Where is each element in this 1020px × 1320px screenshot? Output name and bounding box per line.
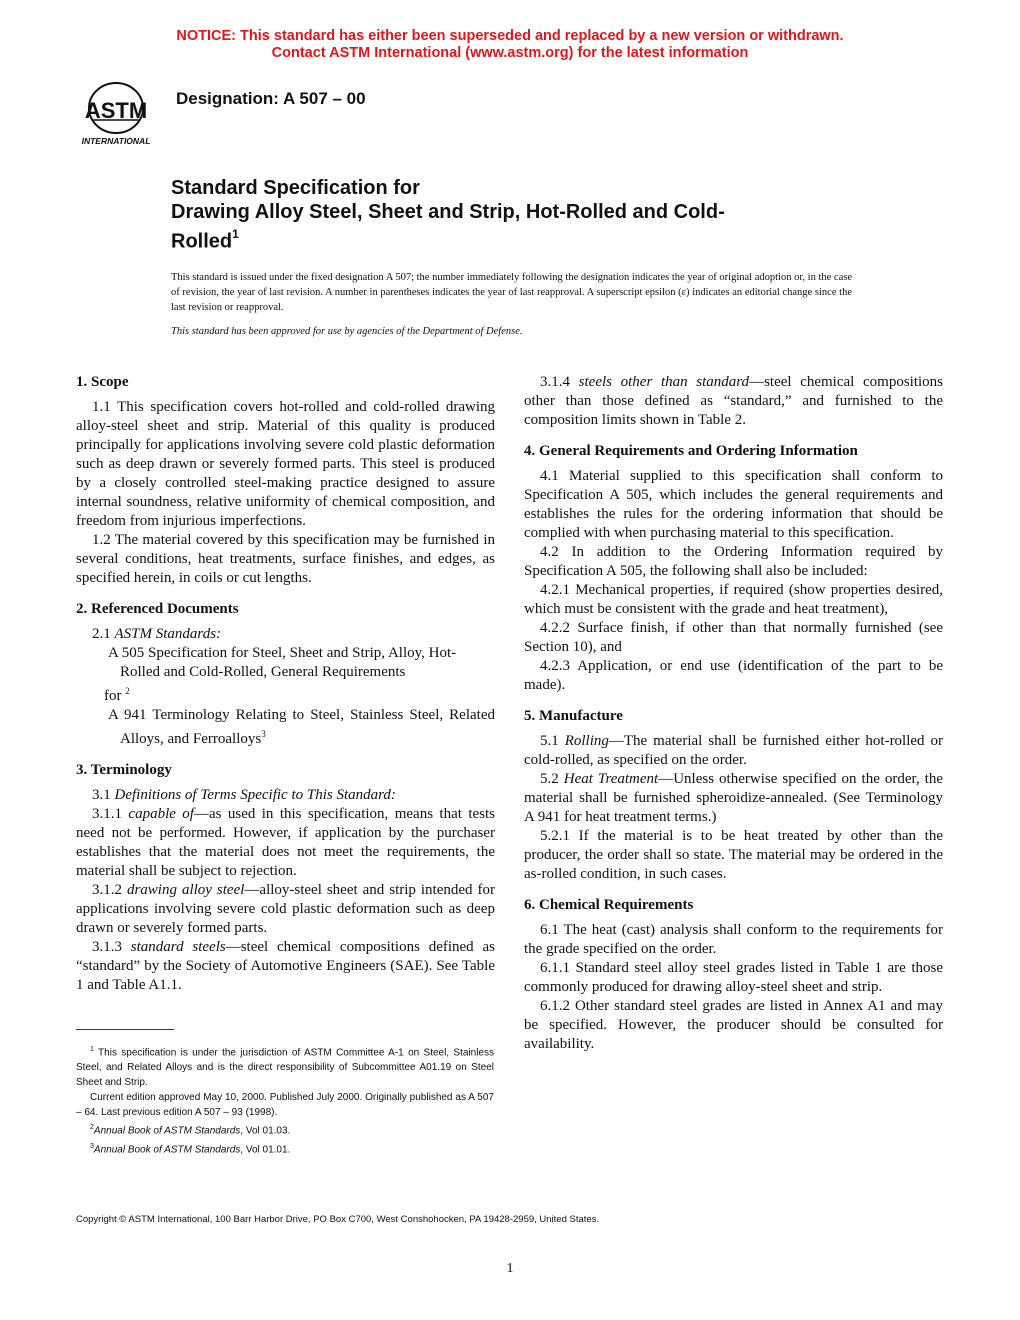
para-4-2-1: 4.2.1 Mechanical properties, if required (show properties desired, which must be consistent with the grade and heat treatment),: [524, 582, 943, 617]
para-2-1-label: ASTM Standards:: [114, 626, 222, 642]
para-3-1-1: [76, 805, 495, 881]
para-4-2-3: 4.2.3 Application, or end use (identification of the part to be made).: [524, 658, 943, 693]
para-2-1: [76, 625, 495, 644]
para-6-1: 6.1 The heat (cast) analysis shall conform to the requirements for the grade specified on the order.: [524, 922, 943, 957]
footnote-2-text: Annual Book of ASTM Standards: [93, 1125, 241, 1137]
logo-subtitle: INTERNATIONAL: [81, 136, 151, 146]
right-column: [524, 373, 943, 1054]
para-3-1: [76, 786, 495, 805]
footnote-2: [76, 1120, 494, 1138]
left-column: [76, 373, 495, 995]
para-6-1-2: 6.1.2 Other standard steel grades are listed in Annex A1 and may be specified. However, the producer should be consulted for availability.: [524, 998, 943, 1052]
title-line-1: Standard Specification for: [171, 177, 420, 199]
terminology-heading: 3. Terminology: [76, 762, 172, 778]
footnote-1-edition: Current edition approved May 10, 2000. Published July 2000. Originally published as A 507 – 64. Last previous edition A 507 – 93 (1998).: [76, 1092, 494, 1119]
notice-line-2: Contact ASTM International (www.astm.org) for the latest information: [271, 45, 749, 61]
para-3-1-1-text: —as used in this specification, means that tests need not be performed. However, if application by the purchaser establishes that the material does not meet the requirements, the material shall be subject to rejection.: [76, 806, 495, 879]
para-1-2: 1.2 The material covered by this specification may be furnished in several conditions, heat treatments, surface finishes, and edges, as specified herein, in coils or cut lengths.: [76, 532, 495, 586]
title-line-3-text: Rolled: [171, 230, 233, 253]
issuance-note: This standard is issued under the fixed designation A 507; the number immediately following the designation indicates the year of original adoption or, in the case of revision, the year of last revision. A number in parentheses indicates the year of last reapproval. A superscript epsilon (ε) indicates an editorial change since the last revision or reapproval.: [171, 272, 852, 313]
para-5-1-num: 5.1: [540, 733, 565, 749]
footnotes: [76, 1042, 494, 1157]
designation: Designation: A 507 – 00: [176, 89, 366, 108]
para-3-1-1-term: capable of: [128, 806, 194, 822]
para-5-2-num: 5.2: [540, 771, 564, 787]
copyright-line: Copyright © ASTM International, 100 Barr Harbor Drive, PO Box C700, West Conshohocken, PA 19428-2959, United States.: [76, 1214, 600, 1225]
dod-approval-note: This standard has been approved for use by agencies of the Department of Defense.: [171, 326, 523, 337]
general-requirements-heading: 4. General Requirements and Ordering Information: [524, 443, 858, 459]
para-4-2-2: 4.2.2 Surface finish, if other than that normally furnished (see Section 10), and: [524, 620, 943, 655]
para-5-2: [524, 770, 943, 827]
para-5-2-term: Heat Treatment: [563, 771, 659, 787]
ref-a941-text: A 941 Terminology Relating to Steel, Stainless Steel, Related Alloys, and Ferroalloys: [108, 707, 495, 747]
para-5-1-text: —The material shall be furnished either hot-rolled or cold-rolled, as specified on the order.: [524, 733, 944, 768]
footnote-3-text: Annual Book of ASTM Standards: [93, 1143, 241, 1155]
title-footnote-mark: 1: [232, 227, 239, 241]
ref-a941-mark: 3: [261, 729, 266, 739]
para-3-1-3: [76, 938, 495, 995]
footnote-3: [76, 1139, 494, 1157]
para-6-1-1: 6.1.1 Standard steel alloy steel grades listed in Table 1 are those commonly produced for drawing alloy-steel sheet and strip.: [524, 960, 943, 995]
footnote-rule: [76, 1029, 174, 1030]
ref-a505-mark: 2: [125, 686, 130, 696]
footnote-3-vol: , Vol 01.01.: [240, 1143, 291, 1155]
refdocs-heading: 2. Referenced Documents: [76, 601, 239, 617]
ref-a941: [92, 706, 495, 749]
title-line-2: Drawing Alloy Steel, Sheet and Strip, Hot-Rolled and Cold-: [171, 201, 725, 223]
title-line-3: [171, 224, 871, 254]
para-3-1-3-text: —steel chemical compositions defined as “standard” by the Society of Automotive Engineers (SAE). See Table 1 and Table A1.1.: [76, 939, 495, 993]
para-1-1: 1.1 This specification covers hot-rolled and cold-rolled drawing alloy-steel sheet and strip. Material of this quality is produced principally for applications involving severe cold plastic deformation such as deep drawn or severely formed parts. This steel is produced by a closely controlled steel-making practice designed to assure internal soundness, relative uniformity of chemical composition, and freedom from injurious imperfections.: [76, 399, 495, 529]
scope-heading: 1. Scope: [76, 374, 129, 390]
para-3-1-num: 3.1: [92, 787, 115, 803]
footnote-2-vol: , Vol 01.03.: [240, 1125, 291, 1137]
document-title: [171, 176, 871, 254]
chemical-requirements-heading: 6. Chemical Requirements: [524, 897, 694, 913]
para-3-1-3-term: standard steels: [130, 939, 226, 955]
para-3-1-4-term: steels other than standard: [578, 374, 750, 390]
ref-a505-cont: [92, 682, 495, 706]
astm-logo: [70, 76, 162, 148]
footnote-1-mark: 1: [90, 1046, 94, 1053]
footnote-1-text: This specification is under the jurisdiction of ASTM Committee A-1 on Steel, Stainless Steel, and Related Alloys and is the direct responsibility of Subcommittee A01.19 on Steel Sheet and Strip.: [76, 1047, 494, 1089]
notice-line-1: NOTICE: This standard has either been superseded and replaced by a new version or withdrawn.: [176, 28, 844, 44]
para-3-1-2-text: —alloy-steel sheet and strip intended for applications involving severe cold plastic deformation such as deep drawn or severely formed parts.: [76, 882, 496, 936]
para-2-1-num: 2.1: [92, 626, 115, 642]
para-5-1: [524, 732, 943, 770]
logo-letters: ASTM: [84, 98, 148, 123]
para-4-2: 4.2 In addition to the Ordering Information required by Specification A 505, the following shall also be included:: [524, 544, 943, 579]
para-5-1-term: Rolling: [564, 733, 609, 749]
para-3-1-4: [524, 373, 943, 430]
para-3-1-2: [76, 881, 495, 938]
para-3-1-2-num: 3.1.2: [92, 882, 127, 898]
para-3-1-1-num: 3.1.1: [92, 806, 129, 822]
para-3-1-3-num: 3.1.3: [92, 939, 131, 955]
footnote-2-mark: 2: [90, 1124, 94, 1132]
footnote-3-mark: 3: [90, 1142, 94, 1150]
ref-a505-cont-text: for: [104, 688, 122, 704]
para-5-2-text: —Unless otherwise specified on the order, the material shall be furnished spheroidize-annealed. (See Terminology A 941 for heat treatment terms.): [524, 771, 944, 825]
footnote-1: [76, 1042, 494, 1090]
para-3-1-4-text: —steel chemical compositions other than those defined as “standard,” and furnished to the composition limits shown in Table 2.: [524, 374, 943, 428]
para-4-1: 4.1 Material supplied to this specification shall conform to Specification A 505, which includes the general requirements and establishes the rules for the ordering information that should be complied with when purchasing material to this specification.: [524, 468, 943, 541]
para-3-1-label: Definitions of Terms Specific to This Standard:: [114, 787, 396, 803]
page-number: 1: [506, 1261, 514, 1276]
para-5-2-1: 5.2.1 If the material is to be heat treated by other than the producer, the order shall so state. The material may be ordered in the as-rolled condition, in such cases.: [524, 828, 943, 882]
manufacture-heading: 5. Manufacture: [524, 708, 623, 724]
supersede-notice: [0, 28, 1020, 62]
para-3-1-4-num: 3.1.4: [540, 374, 579, 390]
para-3-1-2-term: drawing alloy steel: [126, 882, 245, 898]
ref-a505: A 505 Specification for Steel, Sheet and Strip, Alloy, Hot-Rolled and Cold-Rolled, General Requirements: [108, 645, 457, 680]
